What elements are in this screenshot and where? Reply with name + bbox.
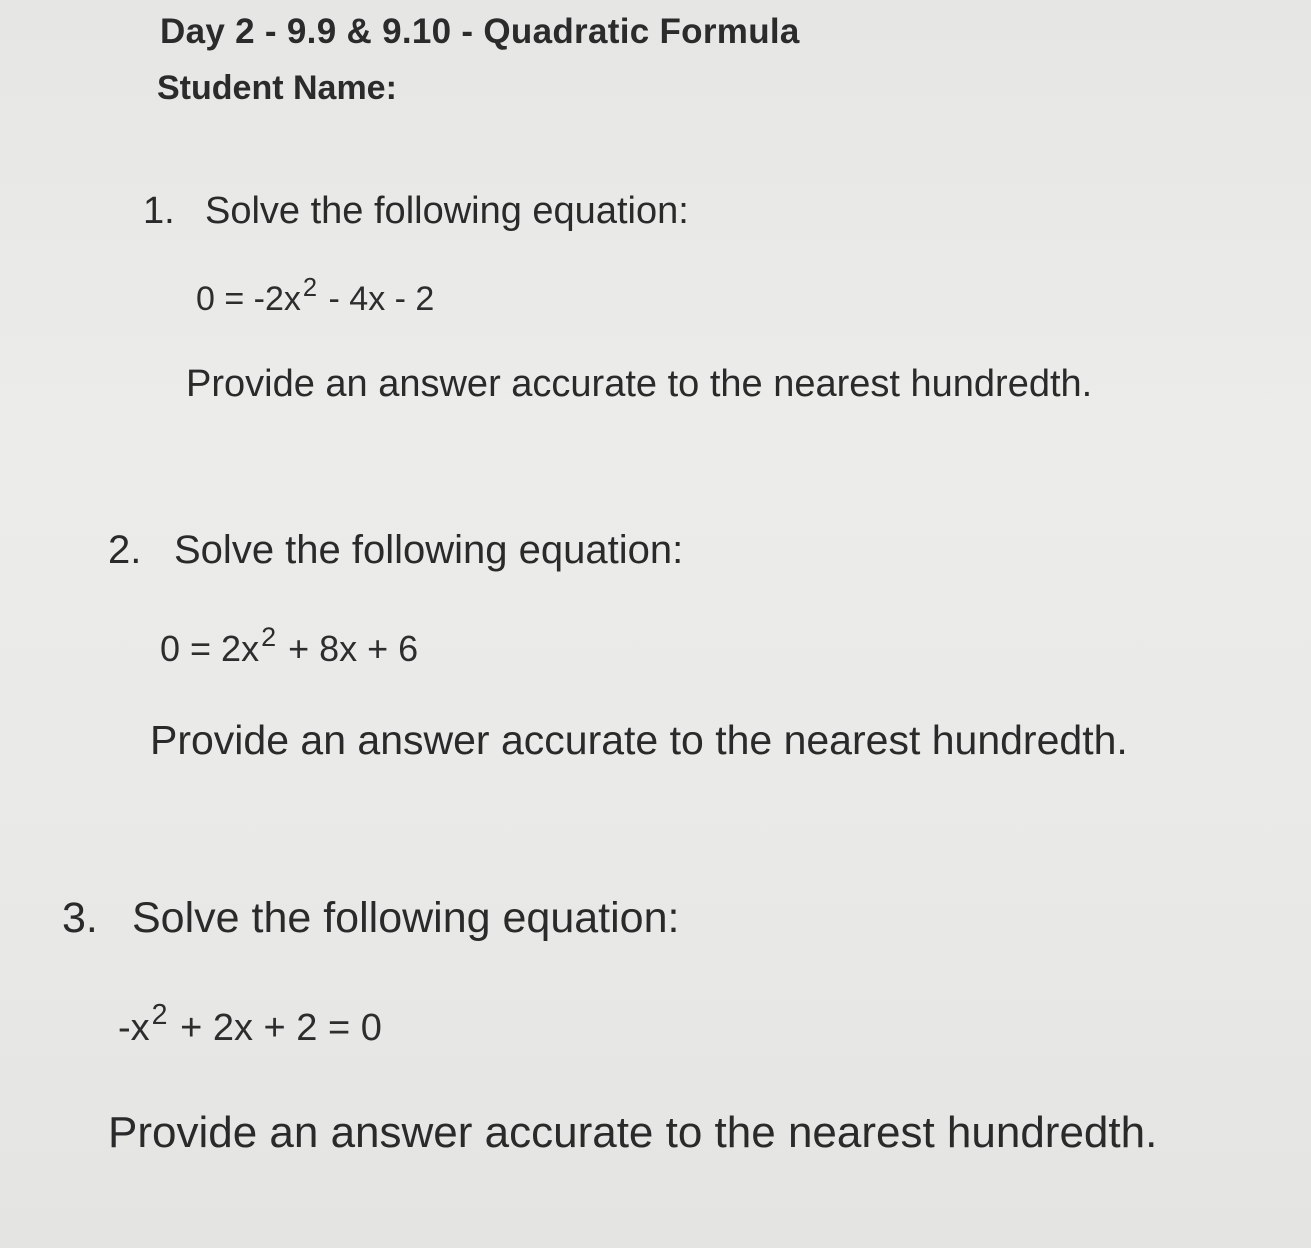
problem-2-number: 2.	[108, 528, 142, 572]
problem-1-exponent: 2	[302, 273, 318, 302]
problem-3-number: 3.	[62, 894, 98, 942]
problem-1-equation	[196, 273, 435, 319]
problem-3-equation-right: + 2x + 2 = 0	[169, 1007, 382, 1049]
problem-2-equation-left: 0 = 2x	[160, 628, 260, 669]
problem-2-instruction: Provide an answer accurate to the nearest hundredth.	[150, 717, 1128, 763]
worksheet-title: Day 2 - 9.9 & 9.10 - Quadratic Formula	[160, 12, 800, 51]
problem-2-prompt-text: Solve the following equation:	[174, 528, 684, 572]
problem-1-equation-right: - 4x - 2	[319, 280, 435, 318]
student-name-label: Student Name:	[157, 69, 397, 107]
problem-2-equation	[160, 622, 419, 670]
problem-1-prompt	[143, 190, 689, 233]
problem-1-number: 1.	[143, 190, 175, 232]
problem-2-prompt	[108, 528, 683, 573]
problem-3-equation	[118, 999, 382, 1050]
problem-2-equation-right: + 8x + 6	[278, 628, 419, 669]
problem-3-prompt-text: Solve the following equation:	[132, 894, 680, 942]
problem-3-instruction: Provide an answer accurate to the nearest hundredth.	[108, 1108, 1158, 1157]
problem-3-prompt	[62, 894, 679, 943]
problem-1-equation-left: 0 = -2x	[196, 280, 301, 318]
problem-1-instruction: Provide an answer accurate to the nearest hundredth.	[186, 363, 1093, 405]
problem-1-prompt-text: Solve the following equation:	[205, 190, 689, 232]
problem-3-exponent: 2	[151, 999, 168, 1032]
problem-2-exponent: 2	[261, 622, 277, 653]
problem-3-equation-left: -x	[118, 1007, 150, 1049]
